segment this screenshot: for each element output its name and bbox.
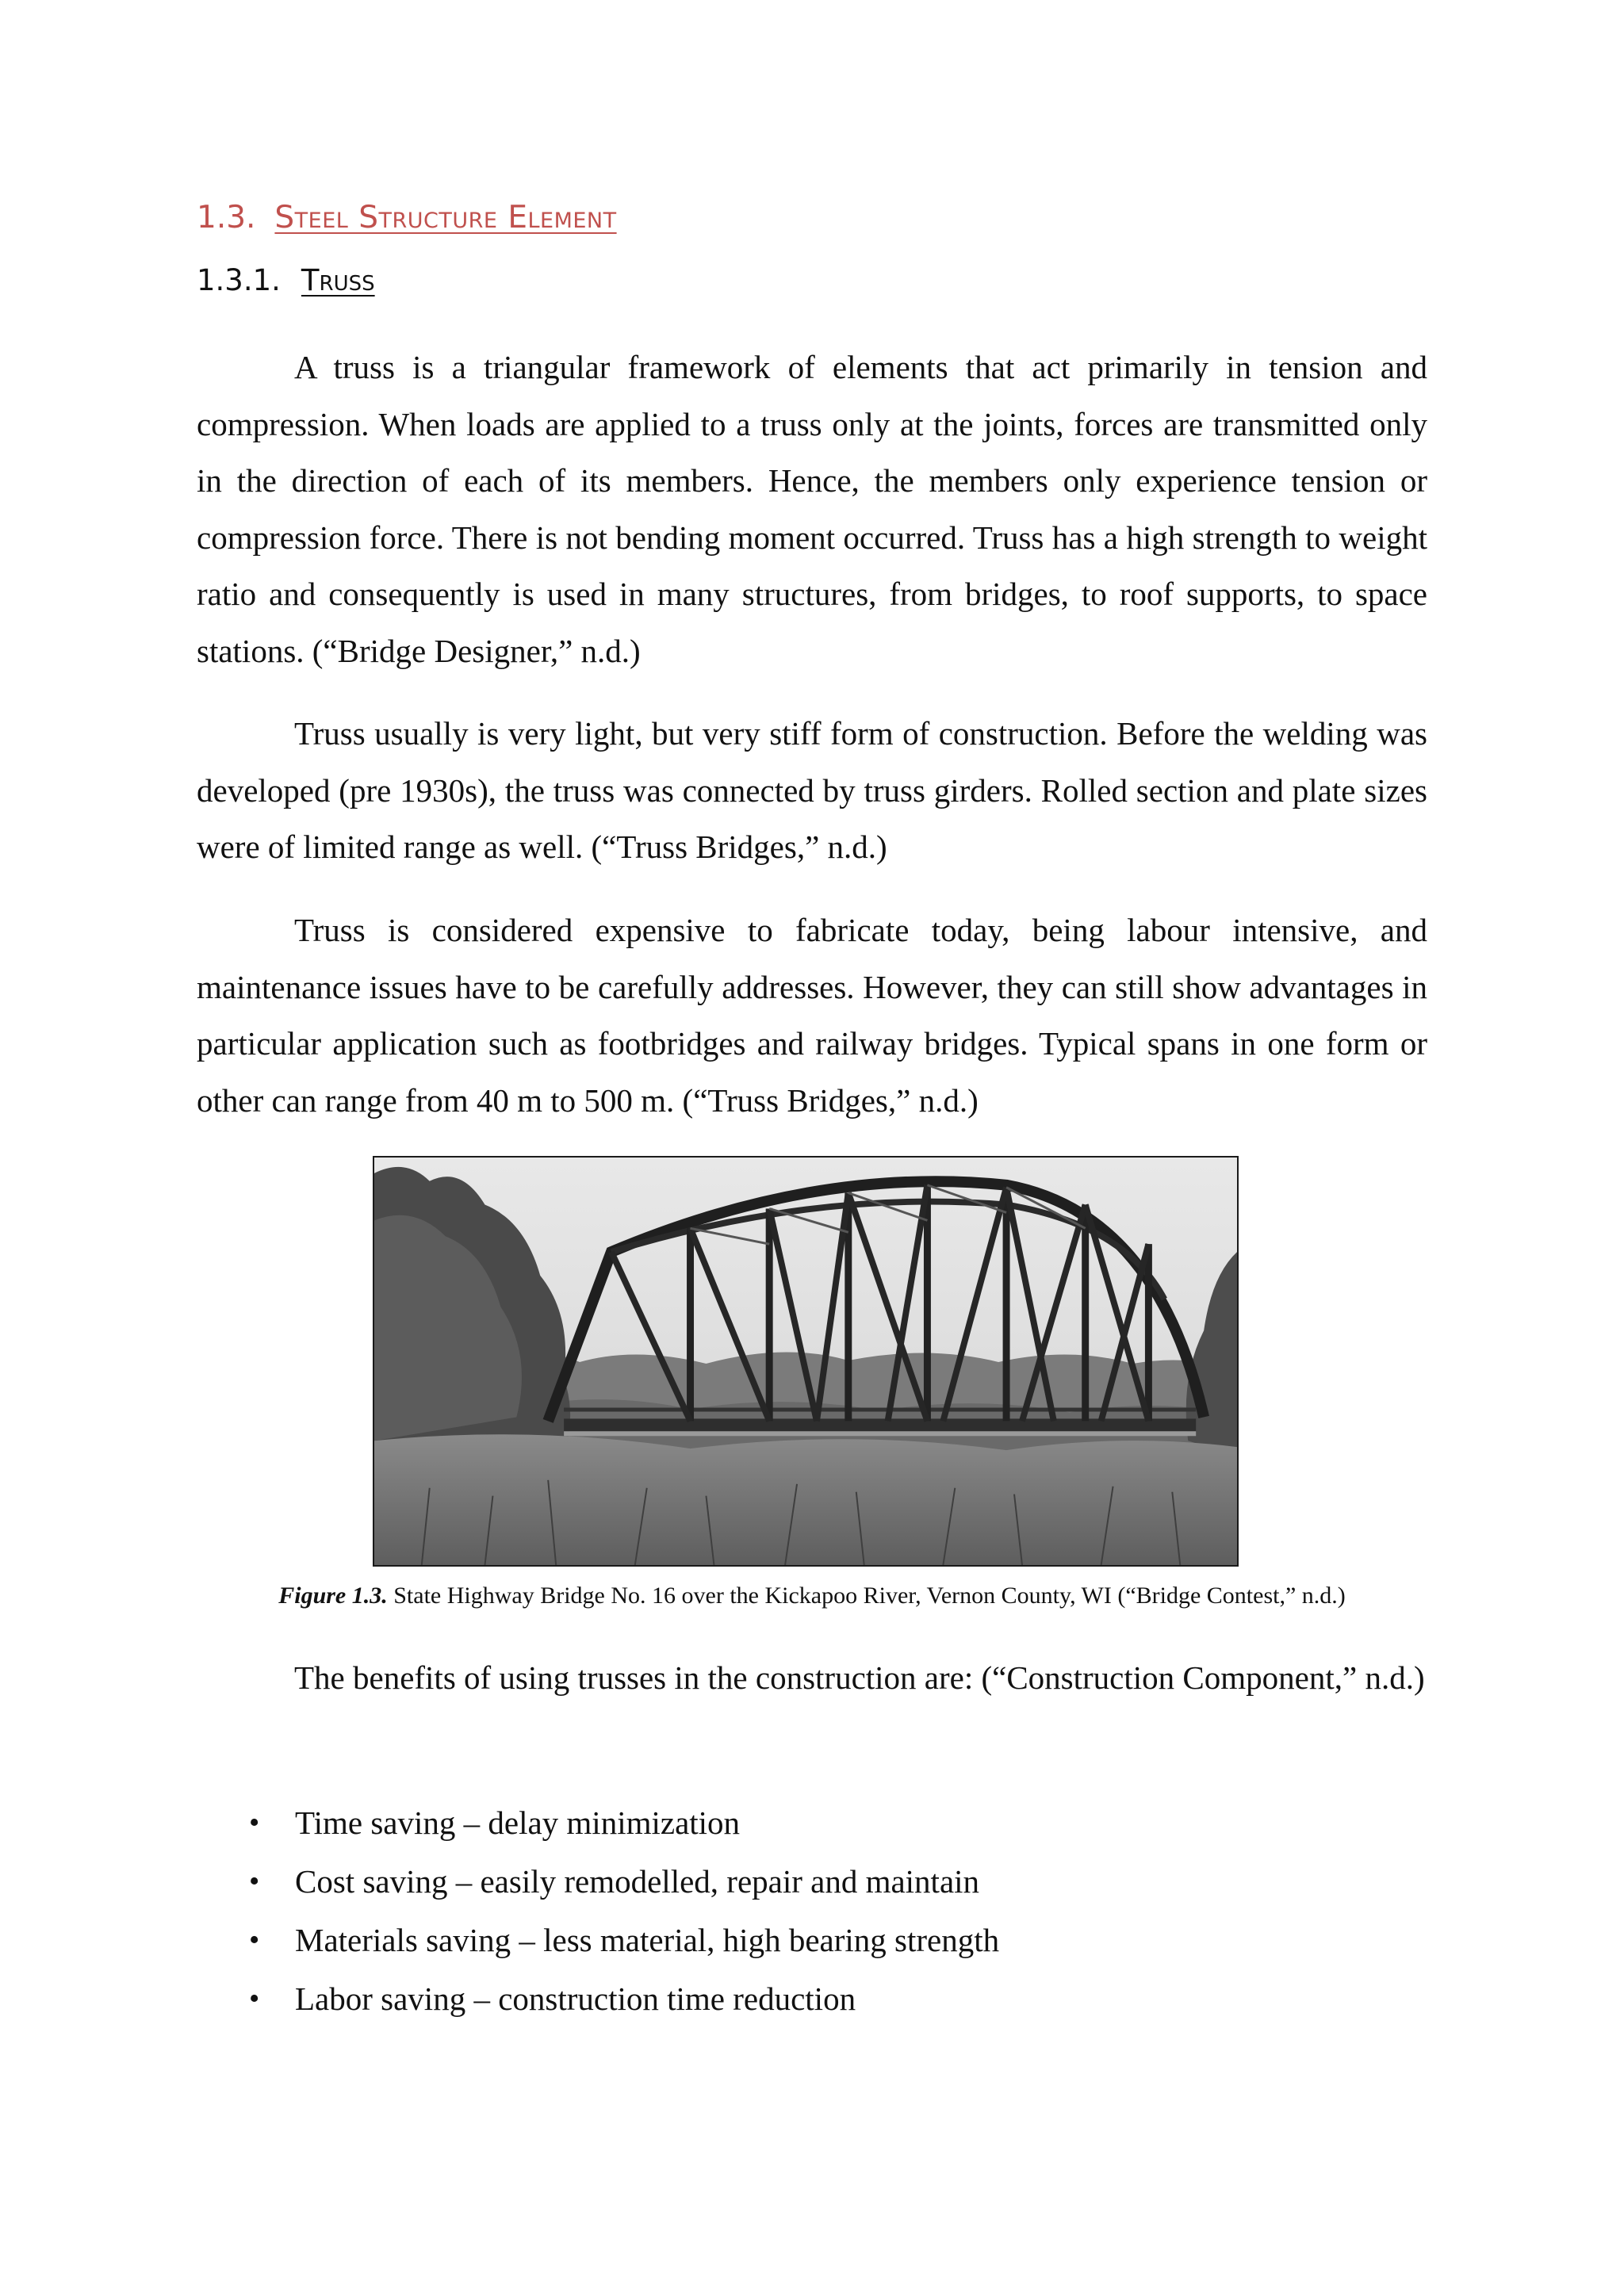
bullet-icon: • (249, 1923, 260, 1957)
subsection-title: Truss (301, 263, 375, 297)
figure-caption (0, 1582, 1624, 1609)
bridge-photo (373, 1156, 1239, 1567)
subsection-number: 1.3.1. (197, 263, 281, 297)
section-heading (197, 200, 617, 235)
bullet-icon: • (249, 1865, 260, 1898)
list-item-text: Time saving – delay minimization (295, 1804, 741, 1841)
subsection-heading (197, 263, 375, 297)
section-number: 1.3. (197, 200, 256, 235)
list-item (197, 1969, 999, 2028)
paragraph-truss-cost: Truss is considered expensive to fabricate today, being labour intensive, and maintenance issues have to be carefully addresses. However, they can still show advantages in particular application such as footbridges and railway bridges. Typical spans in one form or other can range from 40 m to 500 m. (“Truss Bridges,” n.d.) (197, 912, 1427, 1119)
list-item-text: Materials saving – less material, high bearing strength (295, 1922, 1000, 1958)
truss-bridge-illustration (374, 1158, 1237, 1565)
benefits-list (197, 1793, 999, 2028)
bullet-icon: • (249, 1806, 260, 1839)
paragraph-truss-definition: A truss is a triangular framework of elements that act primarily in tension and compression. When loads are applied to a truss only at the joints, forces are transmitted only in the direction of each of its members. Hence, the members only experience tension or compression force. There is not bending moment occurred. Truss has a high strength to weight ratio and consequently is used in many structures, from bridges, to roof supports, to space stations. (“Bridge Designer,” n.d.) (197, 349, 1427, 669)
bullet-icon: • (249, 1982, 260, 2015)
figure-caption-text: State Highway Bridge No. 16 over the Kickapoo River, Vernon County, WI (“Bridge Contest,” n.d.) (393, 1582, 1346, 1609)
paragraph-truss-history: Truss usually is very light, but very stiff form of construction. Before the welding was developed (pre 1930s), the truss was connected by truss girders. Rolled section and plate sizes were of limited range as well. (“Truss Bridges,” n.d.) (197, 715, 1427, 865)
paragraph-truss-benefits-intro: The benefits of using trusses in the construction are: (“Construction Component,” n.d.) (294, 1659, 1425, 1696)
section-title: Steel Structure Element (274, 200, 617, 235)
list-item (197, 1911, 999, 1969)
list-item (197, 1793, 999, 1852)
list-item-text: Cost saving – easily remodelled, repair and maintain (295, 1863, 980, 1900)
list-item-text: Labor saving – construction time reduction (295, 1980, 856, 2017)
figure-label: Figure 1.3. (278, 1582, 388, 1609)
list-item (197, 1852, 999, 1911)
